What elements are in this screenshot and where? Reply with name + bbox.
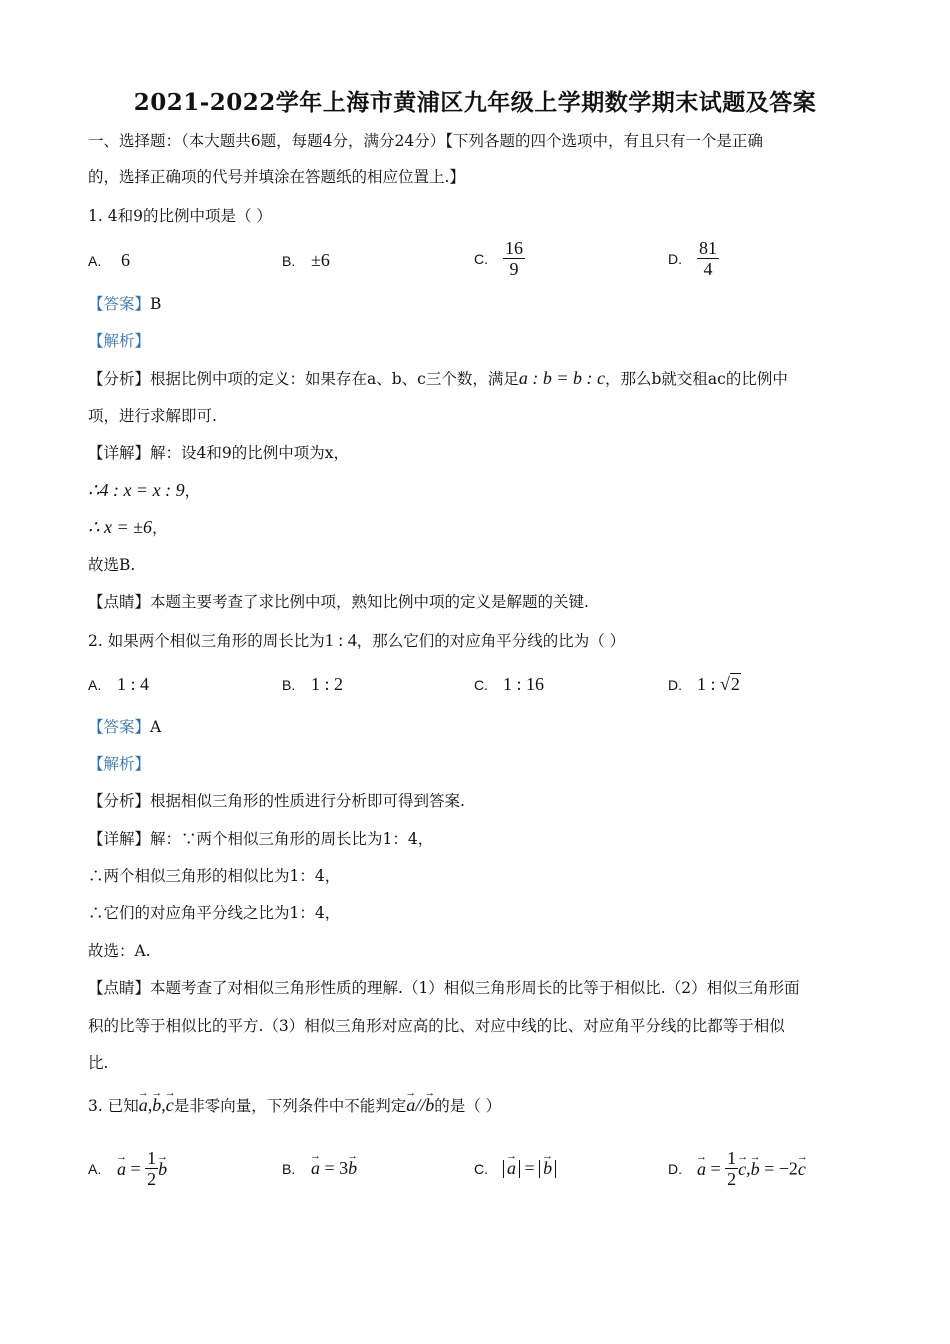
section-instructions-line1: 一、选择题：（本大题共6题，每题4分，满分24分）【下列各题的四个选项中，有且只有一个是正确 bbox=[88, 132, 763, 150]
q1-analysis-heading bbox=[88, 331, 868, 351]
q1-option-a-value: 6 bbox=[120, 250, 130, 270]
vector-c: → c bbox=[798, 1159, 806, 1179]
equals-coefficient: = −2 bbox=[759, 1158, 798, 1179]
q1-option-a bbox=[88, 250, 130, 271]
q2-analysis-heading bbox=[88, 754, 868, 774]
q2-dianjing-line1 bbox=[88, 978, 868, 998]
fenxi-text: 根据比例中项的定义：如果存在a、b、c三个数，满足 bbox=[150, 370, 519, 388]
dianjing-text: 本题考查了对相似三角形性质的理解.（1）相似三角形周长的比等于相似比.（2）相似三角形面 bbox=[150, 979, 800, 997]
q3-stem-tail: 的是（ ） bbox=[434, 1097, 502, 1115]
comma: , bbox=[147, 1095, 153, 1115]
step-tail: ， bbox=[151, 519, 168, 537]
q1-option-a-label: A. bbox=[88, 253, 102, 269]
fenxi-math: a : b = b : c bbox=[518, 368, 605, 388]
q1-dianjing bbox=[88, 592, 868, 612]
vector-b: → b bbox=[152, 1095, 161, 1115]
fenxi-text-tail: ，那么b就交租ac的比例中 bbox=[605, 370, 788, 388]
q2-option-d bbox=[668, 674, 741, 695]
vector-b: → b bbox=[348, 1158, 357, 1178]
vector-b: → b bbox=[158, 1159, 167, 1179]
q3-option-c-label: C. bbox=[474, 1161, 488, 1177]
fraction-numerator: 1 bbox=[147, 1148, 157, 1168]
answer-tag: 【答案】 bbox=[88, 295, 151, 313]
q2-answer bbox=[88, 717, 868, 737]
q1-option-d bbox=[668, 238, 719, 279]
vector-a: → a bbox=[139, 1095, 148, 1115]
q1-option-b bbox=[282, 250, 330, 271]
fraction-numerator: 81 bbox=[698, 238, 717, 258]
q3-option-d-label: D. bbox=[668, 1160, 682, 1177]
q2-option-a-label: A. bbox=[88, 677, 102, 693]
xiangjie-text: 解：设4和9的比例中项为x， bbox=[150, 444, 349, 462]
vector-a: → a bbox=[117, 1159, 126, 1179]
fraction-denominator: 2 bbox=[147, 1169, 157, 1189]
vector-a: → a bbox=[507, 1158, 516, 1178]
xiangjie-tag: 【详解】 bbox=[88, 444, 151, 462]
q2-option-c bbox=[474, 674, 544, 695]
q2-stem bbox=[88, 630, 868, 651]
q2-fenxi bbox=[88, 791, 868, 811]
q2-choose: 故选：A. bbox=[88, 942, 151, 960]
answer-tag: 【答案】 bbox=[88, 718, 151, 736]
q1-answer bbox=[88, 294, 868, 314]
section-instructions-line2: 的，选择正确项的代号并填涂在答题纸的相应位置上.】 bbox=[88, 168, 465, 186]
q2-option-b-label: B. bbox=[282, 677, 296, 693]
q1-option-d-label: D. bbox=[668, 250, 682, 267]
comma: , bbox=[161, 1095, 166, 1115]
comma: , bbox=[746, 1158, 751, 1179]
q1-fenxi-line2: 项，进行求解即可. bbox=[88, 407, 217, 425]
q2-stem-text: 2. 如果两个相似三角形的周长比为 bbox=[88, 632, 325, 650]
equals: = bbox=[705, 1158, 726, 1179]
fraction-numerator: 16 bbox=[504, 238, 523, 258]
radicand: 2 bbox=[730, 674, 740, 694]
q2-option-c-value: 1 : 16 bbox=[502, 674, 544, 694]
vector-a: → a bbox=[697, 1159, 706, 1179]
fenxi-tag: 【分析】 bbox=[88, 792, 151, 810]
ratio-prefix: 1 : bbox=[696, 674, 720, 694]
xiangjie-tag: 【详解】 bbox=[88, 830, 151, 848]
vector-a: → a bbox=[311, 1158, 320, 1178]
q1-option-b-label: B. bbox=[282, 253, 296, 269]
fraction-denominator: 2 bbox=[727, 1169, 737, 1189]
fenxi-tag: 【分析】 bbox=[88, 370, 151, 388]
q3-option-c bbox=[474, 1158, 556, 1179]
q3-option-b bbox=[282, 1158, 357, 1179]
q3-option-d bbox=[668, 1148, 806, 1189]
q2-stem-math: 1 : 4 bbox=[324, 630, 357, 650]
q2-option-a-value: 1 : 4 bbox=[116, 674, 149, 694]
q1-option-d-fraction bbox=[697, 238, 719, 279]
q3-option-a-label: A. bbox=[88, 1160, 102, 1177]
xiangjie-text: 解：∵两个相似三角形的周长比为1：4， bbox=[150, 830, 434, 848]
q1-option-c bbox=[474, 238, 525, 279]
step-math: ∴4 : x = x : 9 bbox=[88, 480, 185, 500]
q2-step1: ∴两个相似三角形的相似比为1：4， bbox=[88, 867, 341, 885]
step-math: ∴ x = ±6 bbox=[88, 517, 152, 537]
equals: = bbox=[519, 1158, 540, 1178]
vector-b: → b bbox=[425, 1095, 434, 1115]
equals-coefficient: = 3 bbox=[319, 1158, 349, 1178]
fraction-denominator: 9 bbox=[509, 259, 519, 279]
dianjing-text: 本题主要考查了求比例中项，熟知比例中项的定义是解题的关键. bbox=[150, 593, 589, 611]
q2-option-b bbox=[282, 674, 343, 695]
q1-option-b-value: ±6 bbox=[310, 250, 330, 270]
vector-a: → a bbox=[406, 1095, 415, 1115]
equals: = bbox=[125, 1158, 146, 1179]
fraction-denominator: 4 bbox=[703, 259, 713, 279]
q1-stem: 1. 4和9的比例中项是（ ） bbox=[88, 207, 272, 225]
q2-dianjing-line2: 积的比等于相似比的平方.（3）相似三角形对应高的比、对应中线的比、对应角平分线的比都等于相似 bbox=[88, 1017, 785, 1035]
q2-dianjing-line3: 比. bbox=[88, 1054, 109, 1072]
answer-value: A bbox=[150, 718, 162, 736]
answer-value: B bbox=[150, 295, 162, 313]
dianjing-tag: 【点睛】 bbox=[88, 979, 151, 997]
q2-option-a bbox=[88, 674, 149, 695]
q3-stem-text: 3. 已知 bbox=[88, 1097, 139, 1115]
radical-sign: √ bbox=[719, 674, 730, 694]
fraction-numerator: 1 bbox=[727, 1148, 737, 1168]
magnitude-a bbox=[503, 1160, 520, 1178]
page-title: 2021-2022学年上海市黄浦区九年级上学期数学期末试题及答案 bbox=[133, 89, 817, 116]
vector-c: → c bbox=[738, 1159, 746, 1179]
q1-fenxi-line1 bbox=[88, 368, 868, 389]
q3-option-a bbox=[88, 1148, 167, 1189]
magnitude-b bbox=[539, 1160, 556, 1178]
q2-option-c-label: C. bbox=[474, 677, 488, 693]
q1-step1 bbox=[88, 480, 868, 501]
vector-c: → c bbox=[166, 1095, 174, 1115]
q1-choose: 故选B. bbox=[88, 556, 136, 574]
q2-option-b-value: 1 : 2 bbox=[310, 674, 343, 694]
parallel-sign: // bbox=[415, 1095, 426, 1115]
fenxi-text: 根据相似三角形的性质进行分析即可得到答案. bbox=[150, 792, 465, 810]
vector-b: → b bbox=[751, 1159, 760, 1179]
analysis-tag: 【解析】 bbox=[88, 332, 151, 350]
q2-xiangjie bbox=[88, 829, 868, 849]
q2-stem-tail: ，那么它们的对应角平分线的比为（ ） bbox=[356, 632, 626, 650]
q2-option-d-value bbox=[697, 673, 741, 694]
q3-option-b-label: B. bbox=[282, 1161, 296, 1177]
q3-stem bbox=[88, 1095, 868, 1116]
step-tail: ， bbox=[184, 482, 201, 500]
q1-step2 bbox=[88, 517, 868, 538]
q1-option-c-label: C. bbox=[474, 250, 488, 267]
q1-option-c-fraction bbox=[503, 238, 525, 279]
analysis-tag: 【解析】 bbox=[88, 755, 151, 773]
q2-option-d-label: D. bbox=[668, 677, 682, 693]
vector-b: → b bbox=[543, 1158, 552, 1178]
q1-xiangjie bbox=[88, 443, 868, 463]
dianjing-tag: 【点睛】 bbox=[88, 593, 151, 611]
q3-stem-middle: 是非零向量，下列条件中不能判定 bbox=[173, 1097, 407, 1115]
q2-step2: ∴它们的对应角平分线之比为1：4， bbox=[88, 904, 341, 922]
